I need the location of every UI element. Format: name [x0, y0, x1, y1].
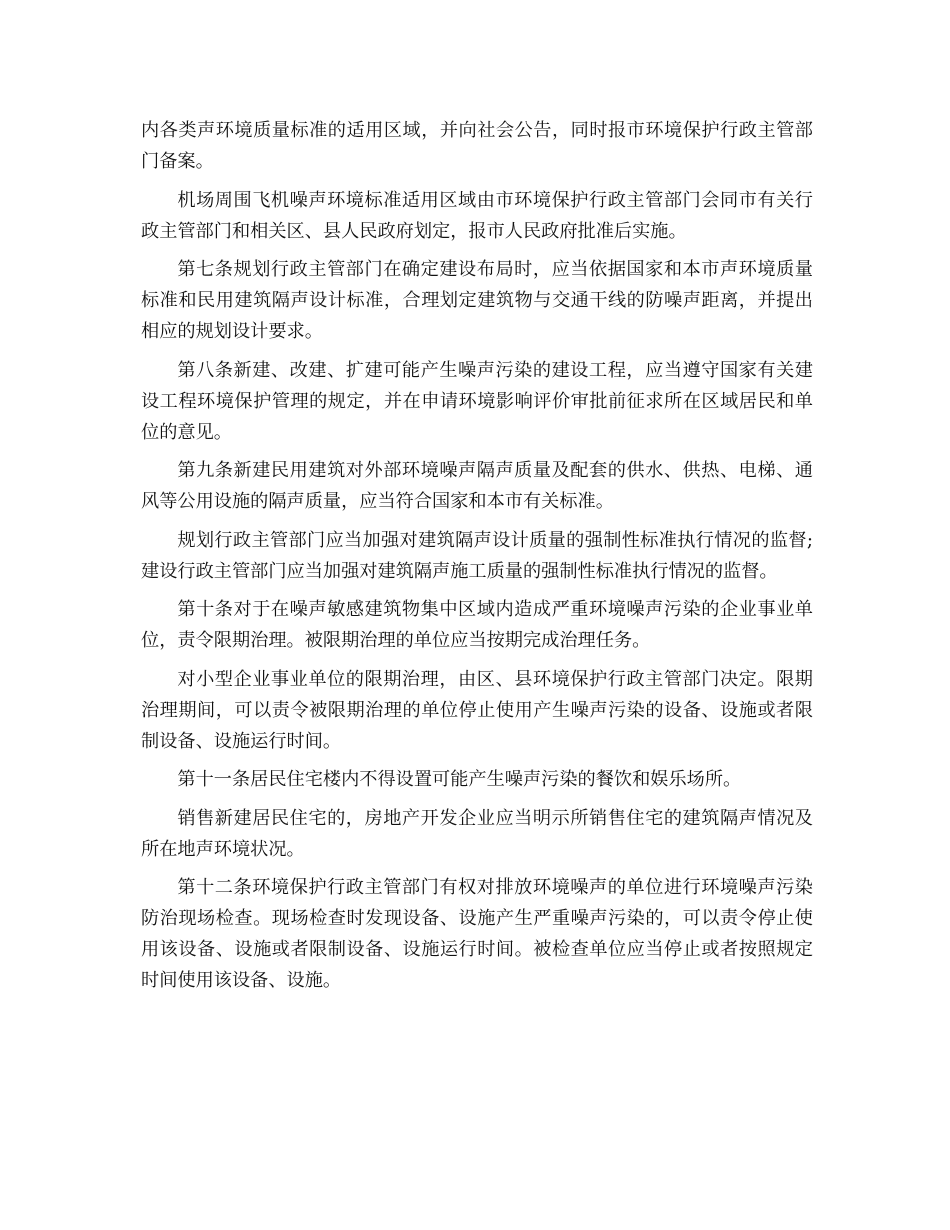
paragraph-article-9: 第九条新建民用建筑对外部环境噪声隔声质量及配套的供水、供热、电梯、通风等公用设施的隔声质量，应当符合国家和本市有关标准。: [141, 460, 813, 512]
paragraph-small-enterprises: 对小型企业事业单位的限期治理，由区、县环境保护行政主管部门决定。限期治理期间，可以责令被限期治理的单位停止使用产生噪声污染的设备、设施或者限制设备、设施运行时间。: [141, 668, 813, 752]
paragraph-article-8: 第八条新建、改建、扩建可能产生噪声污染的建设工程，应当遵守国家有关建设工程环境保护管理的规定，并在申请环境影响评价审批前征求所在区域居民和单位的意见。: [141, 359, 813, 443]
paragraph-article-11: 第十一条居民住宅楼内不得设置可能产生噪声污染的餐饮和娱乐场所。: [177, 769, 742, 790]
document-body: [141, 115, 813, 1004]
paragraph-article-10: 第十条对于在噪声敏感建筑物集中区域内造成严重环境噪声污染的企业事业单位，责令限期治理。被限期治理的单位应当按期完成治理任务。: [141, 599, 813, 651]
paragraph-article-12: 第十二条环境保护行政主管部门有权对排放环境噪声的单位进行环境噪声污染防治现场检查。现场检查时发现设备、设施产生严重噪声污染的，可以责令停止使用该设备、设施或者限制设备、设施运行时间。被检查单位应当停止或者按照规定时间使用该设备、设施。: [141, 877, 813, 991]
paragraph-article-7: 第七条规划行政主管部门在确定建设布局时，应当依据国家和本市声环境质量标准和民用建筑隔声设计标准，合理划定建筑物与交通干线的防噪声距离，并提出相应的规划设计要求。: [141, 259, 813, 342]
paragraph-supervision: 规划行政主管部门应当加强对建筑隔声设计质量的强制性标准执行情况的监督;建设行政主管部门应当加强对建筑隔声施工质量的强制性标准执行情况的监督。: [141, 529, 813, 582]
paragraph-continuation: 内各类声环境质量标准的适用区域，并向社会公告，同时报市环境保护行政主管部门备案。: [141, 120, 813, 172]
paragraph-housing-sales: 销售新建居民住宅的，房地产开发企业应当明示所销售住宅的建筑隔声情况及所在地声环境状况。: [141, 807, 813, 860]
paragraph-airport-noise: 机场周围飞机噪声环境标准适用区域由市环境保护行政主管部门会同市有关行政主管部门和相关区、县人民政府划定，报市人民政府批准后实施。: [141, 189, 813, 242]
